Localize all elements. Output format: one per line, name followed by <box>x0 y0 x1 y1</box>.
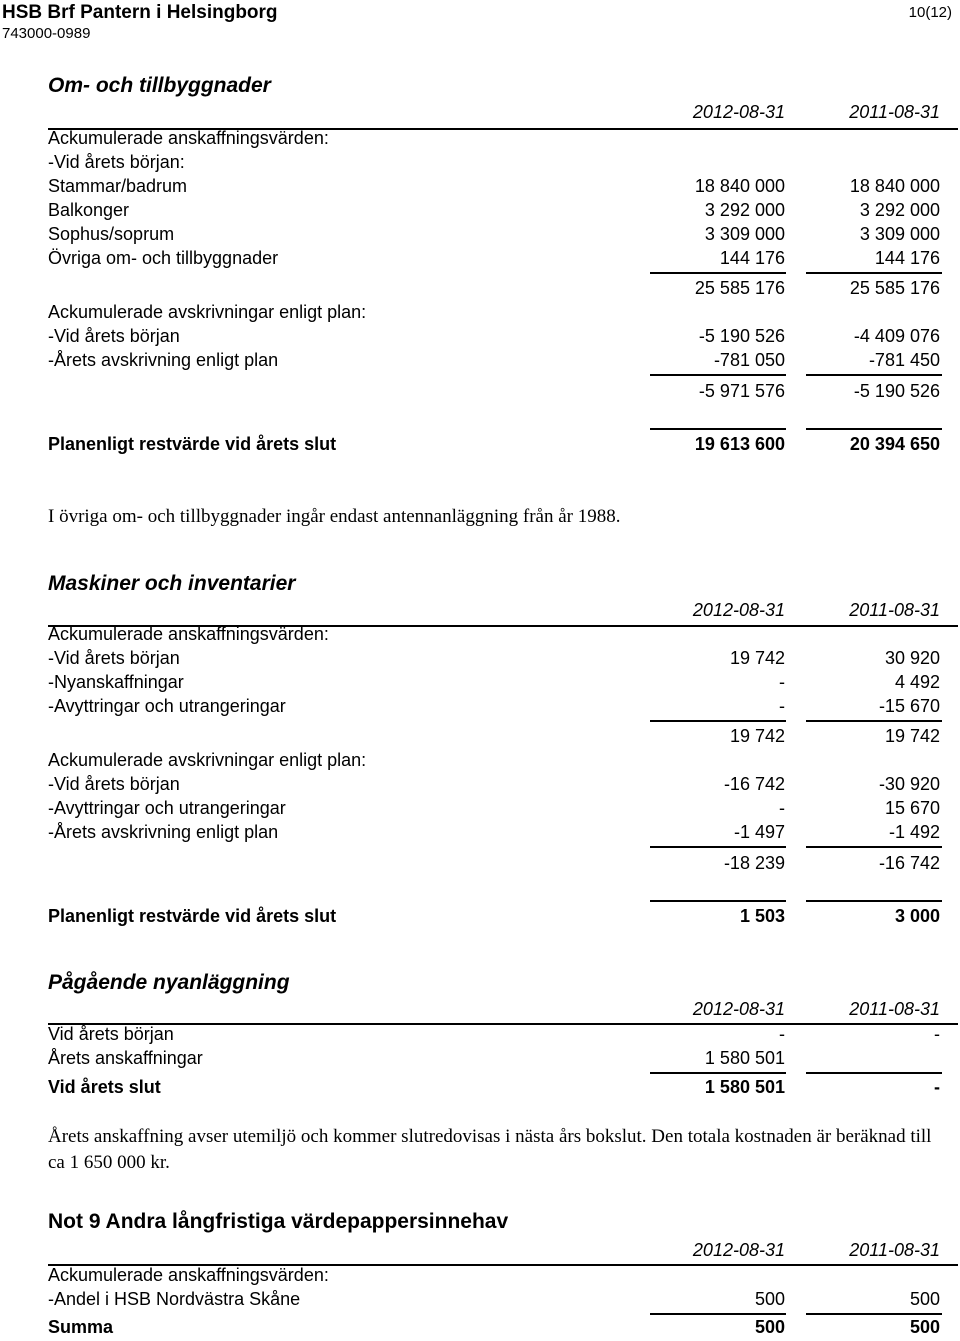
row-label: -Årets avskrivning enligt plan <box>48 822 279 842</box>
total-rule <box>650 900 786 902</box>
subtotal-row <box>48 381 942 405</box>
table-row <box>48 696 942 720</box>
value-2011: 144 176 <box>874 248 940 268</box>
column-header-row <box>48 600 942 624</box>
section-title-maskiner: Maskiner och inventarier <box>48 572 296 595</box>
total-rule <box>650 428 786 430</box>
column-header-2012: 2012-08-31 <box>692 102 785 122</box>
row-label: Ackumulerade avskrivningar enligt plan: <box>48 750 367 770</box>
row-label: -Andel i HSB Nordvästra Skåne <box>48 1289 301 1309</box>
value-2012: - <box>779 1024 785 1044</box>
organization-name: HSB Brf Pantern i Helsingborg <box>2 2 278 23</box>
row-label: Årets anskaffningar <box>48 1048 203 1068</box>
row-label: -Nyanskaffningar <box>48 672 184 692</box>
value-2012: 18 840 000 <box>694 176 785 196</box>
value-2012: - <box>779 672 785 692</box>
dep-heading-row <box>48 302 942 326</box>
column-header-2011: 2011-08-31 <box>849 600 940 620</box>
value-2012: -18 239 <box>723 853 785 873</box>
note-paragraph: I övriga om- och tillbyggnader ingår endast antennanläggning från år 1988. <box>48 506 621 527</box>
table-row <box>48 822 942 846</box>
value-2011: 18 840 000 <box>849 176 940 196</box>
note-9-title: Not 9 Andra långfristiga värdepappersinnehav <box>48 1210 509 1233</box>
value-2011: - <box>934 1024 940 1044</box>
residual-row <box>48 434 942 458</box>
table-row <box>48 1289 942 1313</box>
subtotal-rule <box>650 720 786 722</box>
row-label: Planenligt restvärde vid årets slut <box>48 434 337 454</box>
column-header-2012: 2012-08-31 <box>692 999 785 1019</box>
value-2011: 3 292 000 <box>859 200 940 220</box>
value-2012: 19 742 <box>729 648 785 668</box>
total-rule <box>806 428 942 430</box>
value-2011: -1 492 <box>888 822 940 842</box>
total-row <box>48 1077 942 1101</box>
total-rule <box>650 1313 786 1315</box>
start-label-row <box>48 152 942 176</box>
value-2012: - <box>779 696 785 716</box>
value-2011: 4 492 <box>894 672 940 692</box>
column-header-2011: 2011-08-31 <box>849 999 940 1019</box>
organization-number: 743000-0989 <box>2 25 91 42</box>
value-2012: -5 971 576 <box>698 381 785 401</box>
value-2011: 3 000 <box>894 906 940 926</box>
subtotal-row <box>48 726 942 750</box>
value-2012: 25 585 176 <box>694 278 785 298</box>
subtotal-rule <box>806 374 942 376</box>
column-header-row <box>48 102 942 126</box>
acq-heading-row <box>48 128 942 152</box>
subtotal-rule <box>806 720 942 722</box>
value-2012: 144 176 <box>719 248 785 268</box>
row-label: Balkonger <box>48 200 130 220</box>
value-2012: 19 742 <box>729 726 785 746</box>
column-header-2011: 2011-08-31 <box>849 102 940 122</box>
row-label: Vid årets slut <box>48 1077 161 1097</box>
value-2011: -15 670 <box>878 696 940 716</box>
value-2011: 20 394 650 <box>849 434 940 454</box>
value-2012: 19 613 600 <box>694 434 785 454</box>
subtotal-row <box>48 853 942 877</box>
value-2011: 30 920 <box>884 648 940 668</box>
table-row <box>48 176 942 200</box>
column-header-2012: 2012-08-31 <box>692 1240 785 1260</box>
total-row <box>48 1317 942 1341</box>
value-2012: -5 190 526 <box>698 326 785 346</box>
subtotal-rule <box>650 374 786 376</box>
value-2011: 15 670 <box>884 798 940 818</box>
row-label: -Avyttringar och utrangeringar <box>48 798 286 818</box>
table-row <box>48 248 942 272</box>
row-label: Ackumulerade anskaffningsvärden: <box>48 1265 329 1285</box>
table-row <box>48 326 942 350</box>
value-2012: -1 497 <box>733 822 785 842</box>
dep-heading-row <box>48 750 942 774</box>
table-row <box>48 350 942 374</box>
row-label: Vid årets början <box>48 1024 174 1044</box>
value-2011: - <box>934 1077 940 1097</box>
row-label: Ackumulerade avskrivningar enligt plan: <box>48 302 367 322</box>
value-2012: 500 <box>754 1317 785 1337</box>
residual-row <box>48 906 942 930</box>
section-title-pagaende: Pågående nyanläggning <box>48 971 290 994</box>
row-label: Stammar/badrum <box>48 176 188 196</box>
section-title-om-tillbyggnader: Om- och tillbyggnader <box>48 74 271 97</box>
subtotal-row <box>48 278 942 302</box>
table-row <box>48 1024 942 1048</box>
value-2011: 19 742 <box>884 726 940 746</box>
table-row <box>48 1048 942 1072</box>
subtotal-rule <box>650 272 786 274</box>
value-2012: 1 580 501 <box>704 1077 785 1097</box>
column-header-row <box>48 1240 942 1264</box>
table-row <box>48 200 942 224</box>
value-2012: 3 292 000 <box>704 200 785 220</box>
value-2011: 500 <box>909 1289 940 1309</box>
acq-heading-row <box>48 1265 942 1289</box>
value-2012: - <box>779 798 785 818</box>
row-label: -Avyttringar och utrangeringar <box>48 696 286 716</box>
value-2012: 3 309 000 <box>704 224 785 244</box>
subtotal-rule <box>806 846 942 848</box>
total-rule <box>806 900 942 902</box>
row-label: Ackumulerade anskaffningsvärden: <box>48 128 329 148</box>
value-2011: 25 585 176 <box>849 278 940 298</box>
value-2011: 3 309 000 <box>859 224 940 244</box>
value-2012: -16 742 <box>723 774 785 794</box>
subtotal-rule <box>806 272 942 274</box>
value-2011: -781 450 <box>868 350 940 370</box>
subtotal-rule <box>650 846 786 848</box>
value-2011: -4 409 076 <box>853 326 940 346</box>
column-header-row <box>48 999 942 1023</box>
value-2011: -30 920 <box>878 774 940 794</box>
row-label: Summa <box>48 1317 114 1337</box>
total-rule <box>650 1072 786 1074</box>
table-row <box>48 672 942 696</box>
value-2012: 1 503 <box>739 906 785 926</box>
value-2011: 500 <box>909 1317 940 1337</box>
row-label: -Vid årets början <box>48 326 180 346</box>
column-header-2011: 2011-08-31 <box>849 1240 940 1260</box>
table-row <box>48 224 942 248</box>
total-rule <box>806 1313 942 1315</box>
column-header-2012: 2012-08-31 <box>692 600 785 620</box>
value-2012: 1 580 501 <box>704 1048 785 1068</box>
row-label: -Vid årets början <box>48 774 180 794</box>
table-row <box>48 648 942 672</box>
table-row <box>48 798 942 822</box>
row-label: -Årets avskrivning enligt plan <box>48 350 279 370</box>
note-paragraph: Årets anskaffning avser utemiljö och kommer slutredovisas i nästa års bokslut. Den totala kostnaden är beräknad till ca 1 650 000 kr. <box>48 1126 932 1173</box>
row-label: Planenligt restvärde vid årets slut <box>48 906 337 926</box>
table-row <box>48 774 942 798</box>
row-label: Ackumulerade anskaffningsvärden: <box>48 624 329 644</box>
row-label: -Vid årets början: <box>48 152 185 172</box>
row-label: Övriga om- och tillbyggnader <box>48 248 279 268</box>
value-2012: -781 050 <box>713 350 785 370</box>
value-2012: 500 <box>754 1289 785 1309</box>
value-2011: -16 742 <box>878 853 940 873</box>
row-label: -Vid årets början <box>48 648 180 668</box>
value-2011: -5 190 526 <box>853 381 940 401</box>
total-rule <box>806 1072 942 1074</box>
row-label: Sophus/soprum <box>48 224 175 244</box>
acq-heading-row <box>48 624 942 648</box>
page-number: 10(12) <box>908 4 952 21</box>
